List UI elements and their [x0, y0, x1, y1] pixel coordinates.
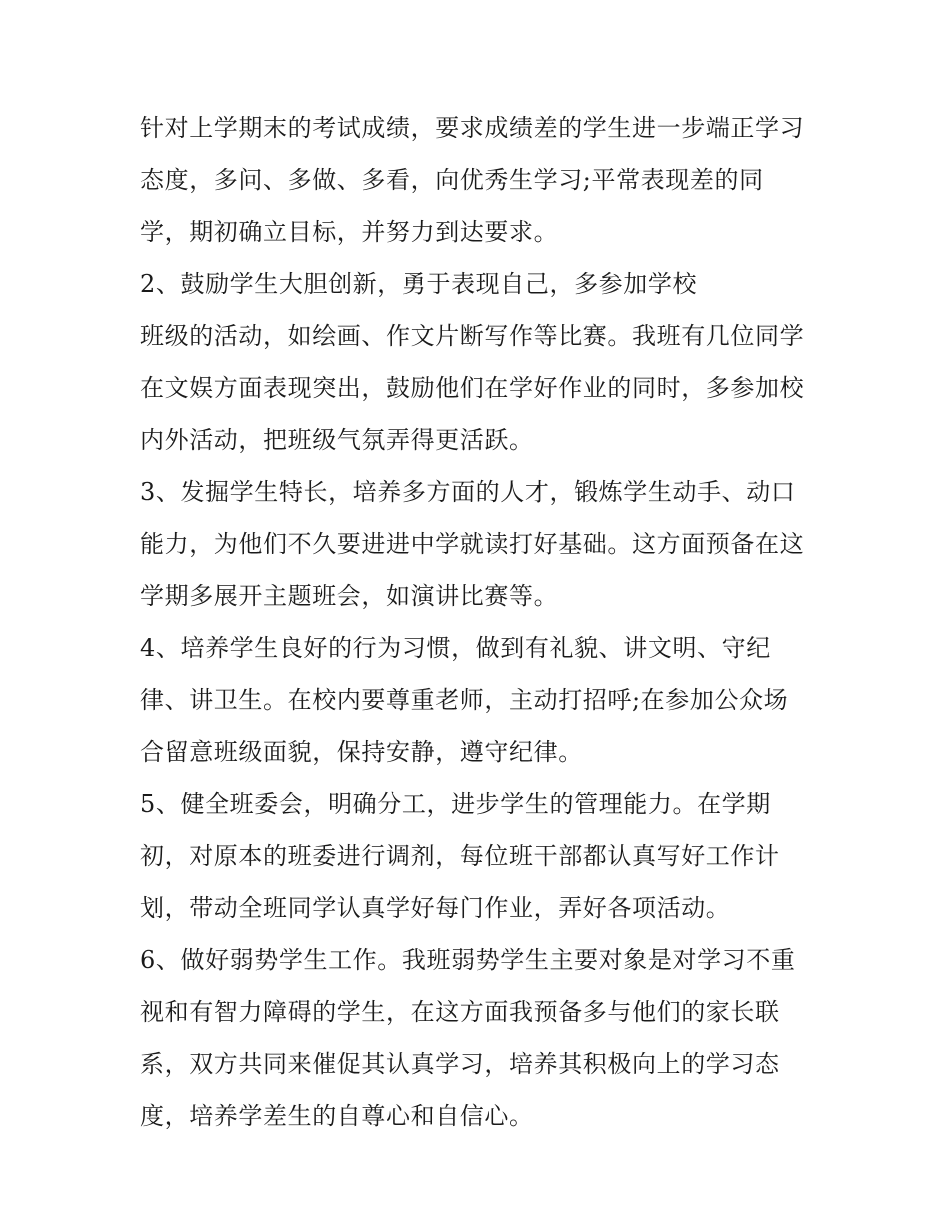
text-line: 学期多展开主题班会，如演讲比赛等。 [140, 582, 559, 610]
text-line: 5、健全班委会，明确分工，进步学生的管理能力。在学期 [140, 790, 771, 818]
text-line: 针对上学期末的考试成绩，要求成绩差的学生进一步端正学习 [140, 114, 805, 142]
text-line: 班级的活动，如绘画、作文片断写作等比赛。我班有几位同学 [140, 322, 805, 350]
text-line: 学，期初确立目标，并努力到达要求。 [140, 218, 559, 246]
text-line: 律、讲卫生。在校内要尊重老师，主动打招呼;在参加公众场 [140, 686, 789, 714]
text-line: 3、发掘学生特长，培养多方面的人才，锻炼学生动手、动口 [140, 478, 796, 506]
text-line: 2、鼓励学生大胆创新，勇于表现自己，多参加学校 [140, 270, 698, 298]
text-line: 合留意班级面貌，保持安静，遵守纪律。 [140, 738, 583, 766]
text-line: 6、做好弱势学生工作。我班弱势学生主要对象是对学习不重 [140, 946, 796, 974]
text-line: 能力，为他们不久要进进中学就读打好基础。这方面预备在这 [140, 530, 805, 558]
text-line: 态度，多问、多做、多看，向优秀生学习;平常表现差的同 [140, 166, 764, 194]
text-line: 度，培养学差生的自尊心和自信心。 [140, 1102, 534, 1130]
text-line: 内外活动，把班级气氛弄得更活跃。 [140, 426, 534, 454]
text-line: 初，对原本的班委进行调剂，每位班干部都认真写好工作计 [140, 842, 780, 870]
text-line: 在文娱方面表现突出，鼓励他们在学好作业的同时，多参加校 [140, 374, 805, 402]
text-line: 系，双方共同来催促其认真学习，培养其积极向上的学习态 [140, 1050, 780, 1078]
text-line: 划，带动全班同学认真学好每门作业，弄好各项活动。 [140, 894, 731, 922]
text-line: 视和有智力障碍的学生，在这方面我预备多与他们的家长联 [140, 998, 780, 1026]
text-line: 4、培养学生良好的行为习惯，做到有礼貌、讲文明、守纪 [140, 634, 771, 662]
